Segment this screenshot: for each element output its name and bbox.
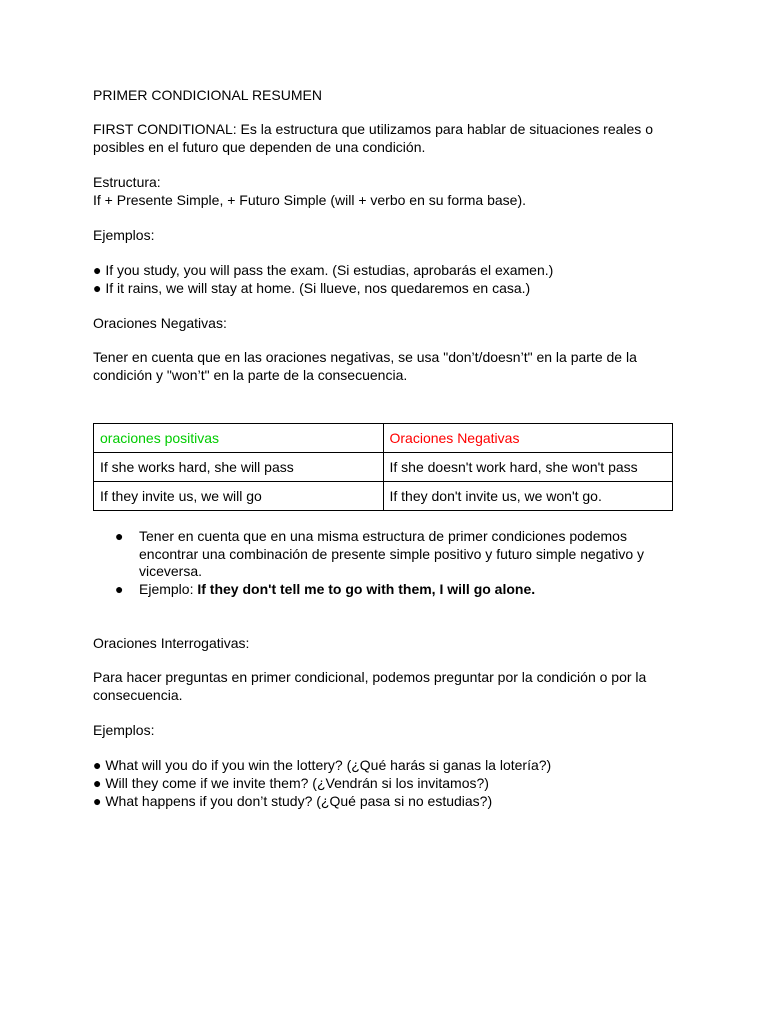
interrogatives-section xyxy=(93,634,683,810)
examples2-label: Ejemplos: xyxy=(93,722,155,738)
list-item xyxy=(93,528,673,581)
intro-line-1: FIRST CONDITIONAL: Es la estructura que utilizamos para hablar de situaciones reales o xyxy=(93,121,653,137)
bullet-dot-icon: ● xyxy=(115,580,124,597)
question-item: ● What happens if you don’t study? (¿Qué pasa si no estudias?) xyxy=(93,793,493,809)
examples-label: Ejemplos: xyxy=(93,227,155,243)
note-line-3: viceversa. xyxy=(139,563,203,579)
bullet-dot-icon: ● xyxy=(115,528,124,544)
page-title: PRIMER CONDICIONAL RESUMEN xyxy=(93,87,322,103)
negatives-label: Oraciones Negativas: xyxy=(93,315,227,331)
note-line-2: encontrar una combinación de presente simple positivo y futuro simple negativo y xyxy=(139,545,645,562)
structure-label: Estructura: xyxy=(93,174,161,190)
table-cell-negative: If they don't invite us, we won't go. xyxy=(383,482,673,511)
table-cell-negative: If she doesn't work hard, she won't pass xyxy=(383,453,673,482)
note-line-1: Tener en cuenta que en una misma estructura de primer condiciones podemos xyxy=(139,528,627,544)
question-item: ● What will you do if you win the lottery? (¿Qué harás si ganas la lotería?) xyxy=(93,757,552,773)
interrogatives-note-line-2: consecuencia. xyxy=(93,686,183,703)
table-cell-positive: If they invite us, we will go xyxy=(94,482,384,511)
negatives-note-line-2: condición y "won’t" en la parte de la consecuencia. xyxy=(93,366,408,383)
example-prefix: Ejemplo: xyxy=(139,580,198,597)
conditional-table xyxy=(93,423,673,511)
table-cell-positive: If she works hard, she will pass xyxy=(94,453,384,482)
notes-list xyxy=(93,528,673,598)
negatives-note-line-1: Tener en cuenta que en las oraciones negativas, se usa "don’t/doesn’t" en la parte de la xyxy=(93,349,637,365)
example-item: ● If it rains, we will stay at home. (Si llueve, nos quedaremos en casa.) xyxy=(93,280,531,296)
table-row xyxy=(94,453,673,482)
list-item xyxy=(93,581,673,599)
table-row xyxy=(94,482,673,511)
example-bold-sentence: If they don't tell me to go with them, I will go alone. xyxy=(197,580,536,597)
header-negative: Oraciones Negativas xyxy=(383,424,673,453)
interrogatives-note-line-1: Para hacer preguntas en primer condicional, podemos preguntar por la condición o por la xyxy=(93,669,647,685)
interrogatives-label: Oraciones Interrogativas: xyxy=(93,635,250,651)
example-item: ● If you study, you will pass the exam. (Si estudias, aprobarás el examen.) xyxy=(93,262,554,278)
header-positive: oraciones positivas xyxy=(94,424,384,453)
intro-line-2: posibles en el futuro que dependen de una condición. xyxy=(93,138,426,155)
structure-text: If + Presente Simple, + Futuro Simple (will + verbo en su forma base). xyxy=(93,192,527,208)
question-item: ● Will they come if we invite them? (¿Vendrán si los invitamos?) xyxy=(93,775,489,791)
table-header-row xyxy=(94,424,673,453)
document-body xyxy=(93,86,683,384)
